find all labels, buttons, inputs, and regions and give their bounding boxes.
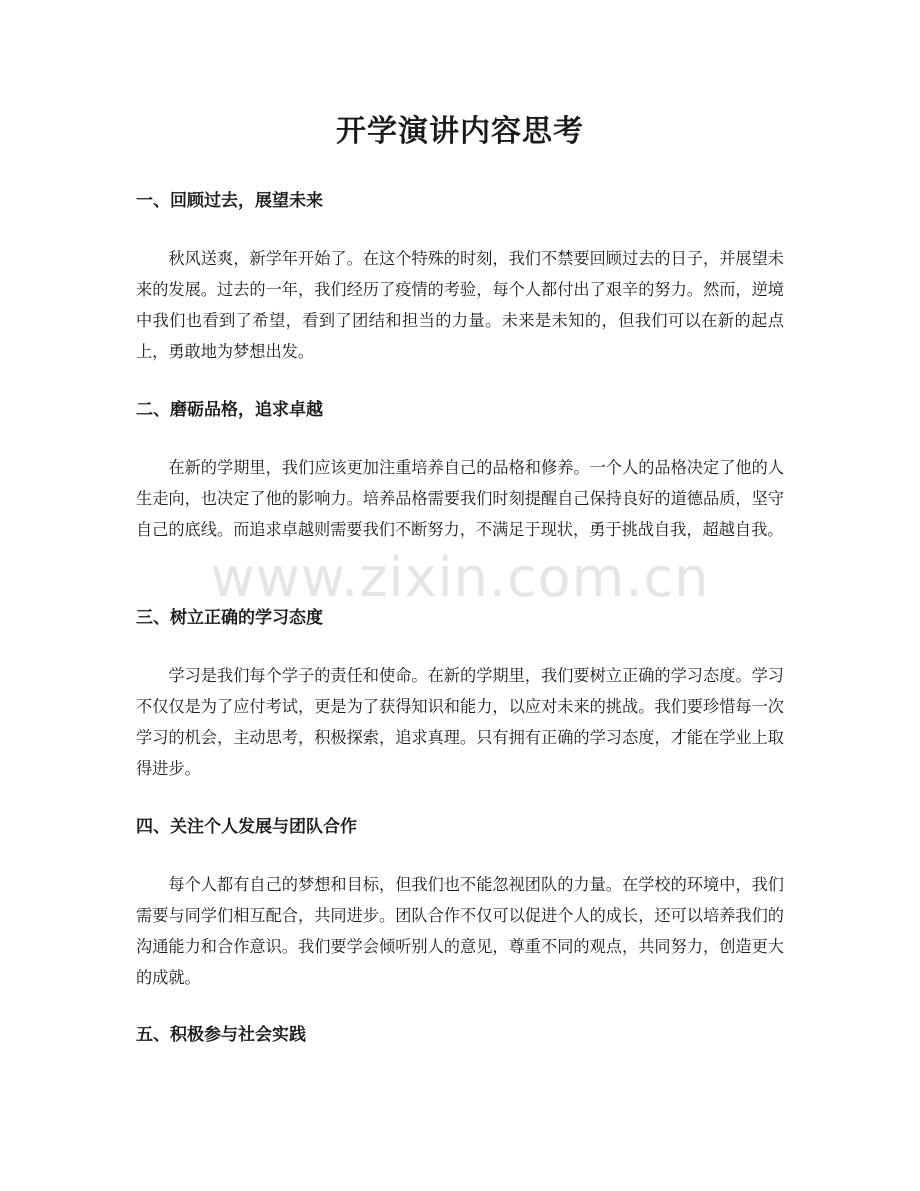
section-heading: 二、磨砺品格，追求卓越 [136, 400, 323, 420]
section-heading: 四、关注个人发展与团队合作 [136, 817, 357, 837]
page-title: 开学演讲内容思考 [336, 114, 584, 149]
section-5 [136, 1023, 784, 1047]
section-paragraph: 秋风送爽，新学年开始了。在这个特殊的时刻，我们不禁要回顾过去的日子，并展望未来的发展。过去的一年，我们经历了疫情的考验，每个人都付出了艰辛的努力。然而，逆境中我们也看到了希望，看到了团结和担当的力量。未来是未知的，但我们可以在新的起点上，勇敢地为梦想出发。 [136, 249, 784, 361]
section-heading: 三、树立正确的学习态度 [136, 608, 323, 628]
section-heading: 五、积极参与社会实践 [136, 1025, 306, 1045]
watermark: www.zixin.com.cn [210, 546, 710, 609]
section-1 [136, 189, 784, 367]
section-heading: 一、回顾过去，展望未来 [136, 191, 323, 211]
section-paragraph: 每个人都有自己的梦想和目标，但我们也不能忽视团队的力量。在学校的环境中，我们需要与同学们相互配合，共同进步。团队合作不仅可以促进个人的成长，还可以培养我们的沟通能力和合作意识。我们要学会倾听别人的意见，尊重不同的观点，共同努力，创造更大的成就。 [136, 875, 784, 987]
section-2 [136, 398, 784, 545]
section-paragraph: 在新的学期里，我们应该更加注重培养自己的品格和修养。一个人的品格决定了他的人生走向，也决定了他的影响力。培养品格需要我们时刻提醒自己保持良好的道德品质，坚守自己的底线。而追求卓越则需要我们不断努力，不满足于现状，勇于挑战自我，超越自我。 [136, 458, 784, 539]
section-4 [136, 815, 784, 993]
section-paragraph: 学习是我们每个学子的责任和使命。在新的学期里，我们要树立正确的学习态度。学习不仅仅是为了应付考试，更是为了获得知识和能力，以应对未来的挑战。我们要珍惜每一次学习的机会，主动思考，积极探索，追求真理。只有拥有正确的学习态度，才能在学业上取得进步。 [136, 666, 784, 778]
section-3 [136, 606, 784, 784]
